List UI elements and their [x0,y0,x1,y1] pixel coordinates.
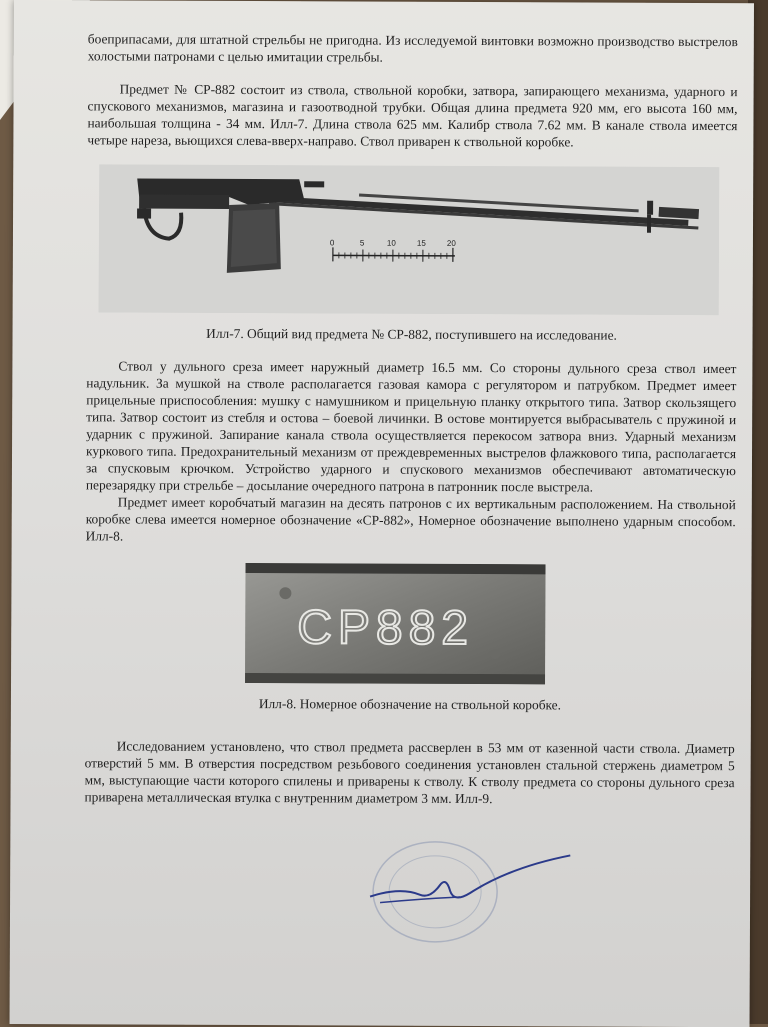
scale-label-0: 0 [330,238,335,247]
signature [360,847,580,918]
paragraph-3: Предмет имеет коробчатый магазин на десять патронов с их вертикальным расположением. На ствольной коробке слева имеется номерное обозначение «СР-882», Номерное обозначение выполнено ударным способом. Илл-8. [86,493,736,547]
document-page [10,0,754,1027]
paragraph-0: боеприпасами, для штатной стрельбы не пригодна. Из исследуемой винтовки возможно производство выстрелов холостыми патронами с целью имитации стрельбы. [88,30,738,67]
scale-label-10: 10 [387,239,396,248]
scale-label-20: 20 [447,239,456,248]
stamp-number-text: СР882 [297,601,474,655]
figure-7-rifle-photo [99,164,720,315]
figure-7-caption: Илл-7. Общий вид предмета № СР-882, поступившего на исследование. [87,324,737,344]
paragraph-2: Ствол у дульного среза имеет наружный диаметр 16.5 мм. Со стороны дульного среза ствол имеет надульник. За мушкой на стволе располагается газовая камора с регулятором и патрубком. Предмет имеет прицельные приспособления: мушку с намушником и прицельную планку открытого типа. Затвор скользящего типа. Затвор состоит из стебля и остова – боевой личинки. В остове монтируется выбрасыватель с пружиной и ударник с пружиной. Запирание канала ствола осуществляется перекосом затвора вниз. Ударный механизм куркового типа. Предохранительный механизм от преждевременных выстрелов флажкового типа, располагается за спусковым крючком. Устройство ударного и спускового механизмов обеспечивают автоматическую перезарядку при стрельбе – досылание очередного патрона в патронник после выстрела. [86,357,737,496]
paragraph-4: Исследованием установлено, что ствол предмета рассверлен в 53 мм от казенной части ствола. Диаметр отверстий 5 мм. В отверстия посредством резьбового соединения установлен стальной стержень диаметром 5 мм, выступающие части которого спилены и приварены к стволу. К стволу предмета со стороны дульного среза приварена металлическая втулка с внутренним диаметром 3 мм. Илл-9. [84,737,734,808]
figure-8-stamp-photo [245,563,546,684]
signature-icon [360,847,580,918]
document-body [84,30,737,808]
paragraph-1: Предмет № СР-882 состоит из ствола, ствольной коробки, затвора, запирающего механизма, ударного и спускового механизмов, магазина и газоотводной трубки. Общая длина предмета 920 мм, его высота 160 мм, наибольшая толщина - 34 мм. Илл-7. Длина ствола 625 мм. Калибр ствола 7.62 мм. В канале ствола имеется четыре нареза, вьющихся слева-вверх-направо. Ствол приварен к ствольной коробке. [87,80,737,151]
rifle-illustration [99,164,720,315]
figure-8-caption: Илл-8. Номерное обозначение на ствольной коробке. [85,694,735,714]
stamp-illustration [245,563,546,684]
scale-label-5: 5 [360,239,365,248]
scale-label-15: 15 [417,239,426,248]
